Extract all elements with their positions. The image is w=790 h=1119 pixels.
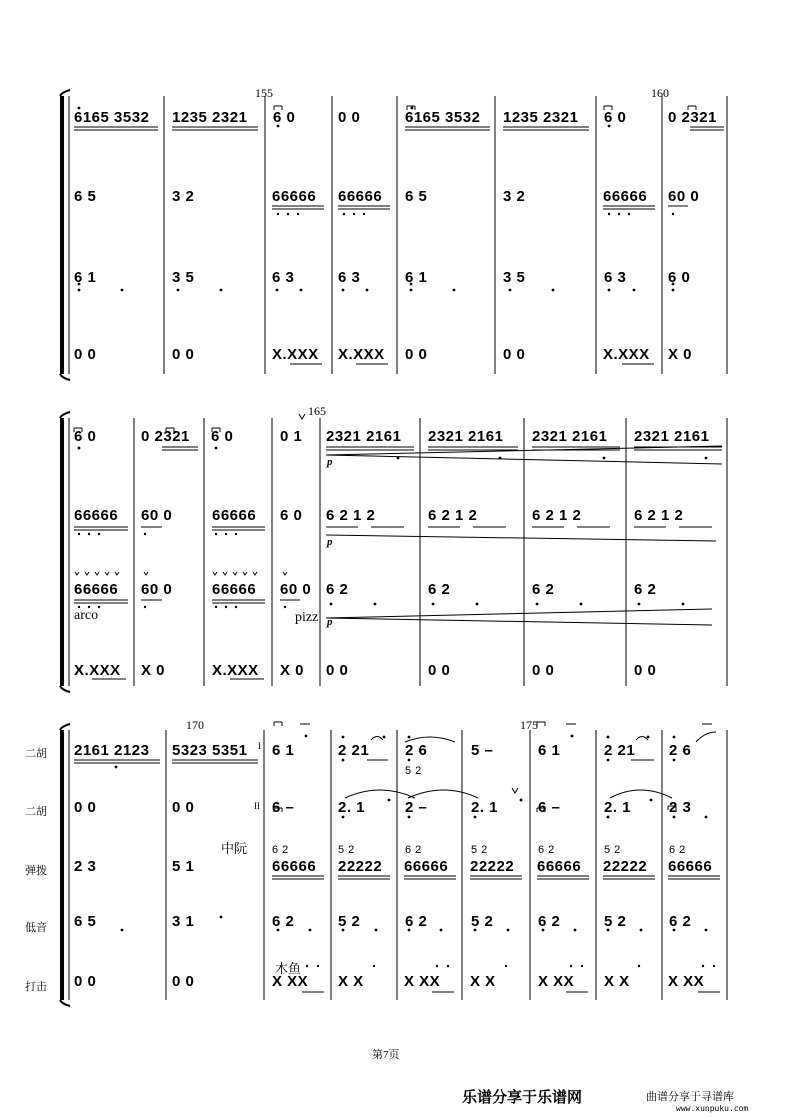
s1-r2-m3: 66666 (272, 188, 317, 205)
s1-r1-m1: 6165 3532 (74, 109, 150, 126)
s1-r3-m5: 6 1 (405, 269, 428, 286)
s2-r2-m2: 60 0 (141, 507, 173, 524)
s3-chord-top-2: 5 2 (338, 844, 355, 856)
s3-r2-m7: 6 – (538, 799, 561, 816)
roman-ii: II (254, 801, 260, 811)
s1-r2-m7: 66666 (603, 188, 648, 205)
s3-r3-m8: 22222 (603, 858, 648, 875)
s3-r1-m6: 5 – (471, 742, 494, 759)
s1-r4-m4: X.XXX (338, 346, 385, 363)
s1-r2-m1: 6 5 (74, 188, 97, 205)
s3-chord-top-1: 6 2 (272, 844, 289, 856)
s3-r2-m5: 2 – (405, 799, 428, 816)
s1-r2-m5: 6 5 (405, 188, 428, 205)
page-number: 第7页 (372, 1049, 400, 1061)
s1-r4-m2: 0 0 (172, 346, 195, 363)
s2-r2-m6: 6 2 1 2 (428, 507, 478, 524)
bar-number-160: 160 (651, 86, 669, 100)
s3-r3-m1: 2 3 (74, 858, 97, 875)
s3-chord-top-4: 5 2 (471, 844, 488, 856)
s2-r4-m3: X.XXX (212, 662, 259, 679)
dynamic-p-3: p (327, 616, 333, 628)
part-label-bass: 低音 (25, 922, 47, 934)
s1-r4-m1: 0 0 (74, 346, 97, 363)
s3-r5-m9: X XX (668, 973, 705, 990)
s2-r1-m4: 0 1 (280, 428, 303, 445)
s1-r4-m5: 0 0 (405, 346, 428, 363)
s1-r1-m3: 6 0 (273, 109, 296, 126)
s1-r2-m8: 60 0 (668, 188, 700, 205)
s3-r3-m2: 5 1 (172, 858, 195, 875)
s3-r2-m2: 0 0 (172, 799, 195, 816)
instrument-zhongruan: 中阮 (221, 841, 248, 856)
s1-r1-m7: 6 0 (604, 109, 627, 126)
s2-r4-m5: 0 0 (326, 662, 349, 679)
s1-r2-m2: 3 2 (172, 188, 195, 205)
s3-r3-m5: 66666 (404, 858, 449, 875)
s1-r4-m7: X.XXX (603, 346, 650, 363)
s3-r2-m1: 0 0 (74, 799, 97, 816)
s3-chord-top-3: 6 2 (405, 844, 422, 856)
s1-r3-m8: 6 0 (668, 269, 691, 286)
s3-r5-m5: X XX (404, 973, 441, 990)
s2-r3-m7: 6 2 (532, 581, 555, 598)
s3-r4-m5: 6 2 (405, 913, 428, 930)
s2-r1-m1: 6 0 (74, 428, 97, 445)
s3-r1-m2: 5323 5351 (172, 742, 248, 759)
s2-r3-m6: 6 2 (428, 581, 451, 598)
watermark-left: 乐谱分享于乐谱网 (462, 1088, 583, 1106)
s2-r1-m3: 6 0 (211, 428, 234, 445)
s3-r5-m6: X X (470, 973, 496, 990)
s3-r4-m6: 5 2 (471, 913, 494, 930)
s3-r3-m6: 22222 (470, 858, 515, 875)
s2-r4-m1: X.XXX (74, 662, 121, 679)
s1-r2-m4: 66666 (338, 188, 383, 205)
s3-r1-m9: 2 6 (669, 742, 692, 759)
s1-r1-m8: 0 2321 (668, 109, 717, 126)
s3-chord-top-6: 5 2 (604, 844, 621, 856)
s3-r1-m5: 2 6 (405, 742, 428, 759)
s3-r1-m7: 6 1 (538, 742, 561, 759)
s2-r4-m2: X 0 (141, 662, 166, 679)
s2-r2-m3: 66666 (212, 507, 257, 524)
s3-r4-m1: 6 5 (74, 913, 97, 930)
s2-r4-m4: X 0 (280, 662, 305, 679)
s3-r2-m9: 2 3 (669, 799, 692, 816)
s1-r3-m7: 6 3 (604, 269, 627, 286)
roman-i: I (258, 741, 261, 751)
s1-r3-m2: 3 5 (172, 269, 195, 286)
s1-r1-m5: 6165 3532 (405, 109, 481, 126)
s2-r2-m4: 6 0 (280, 507, 303, 524)
technique-arco: arco (74, 608, 99, 623)
s3-chord-top-8: 5 2 (405, 765, 422, 777)
technique-pizz: pizz (295, 610, 319, 625)
s2-r3-m2: 60 0 (141, 581, 173, 598)
s2-r2-m8: 6 2 1 2 (634, 507, 684, 524)
s1-r3-m6: 3 5 (503, 269, 526, 286)
s3-r4-m8: 5 2 (604, 913, 627, 930)
s3-r1-m3: 6 1 (272, 742, 295, 759)
s3-r3-m9: 66666 (668, 858, 713, 875)
s3-chord-top-7: 6 2 (669, 844, 686, 856)
s3-r2-m8: 2. 1 (604, 799, 632, 816)
s3-r3-m4: 22222 (338, 858, 383, 875)
s2-r2-m5: 6 2 1 2 (326, 507, 376, 524)
s3-r1-m4: 2 21 (338, 742, 370, 759)
s2-r3-m3: 66666 (212, 581, 257, 598)
s3-r4-m9: 6 2 (669, 913, 692, 930)
s3-r1-m1: 2161 2123 (74, 742, 150, 759)
s3-r5-m7: X XX (538, 973, 575, 990)
part-label-percussion: 打击 (25, 981, 47, 993)
s2-r3-m1: 66666 (74, 581, 119, 598)
s3-r4-m3: 6 2 (272, 913, 295, 930)
s3-r4-m2: 3 1 (172, 913, 195, 930)
s3-r2-m6: 2. 1 (471, 799, 499, 816)
s3-chord-top-5: 6 2 (538, 844, 555, 856)
s3-r2-m3: 6 – (272, 799, 295, 816)
s2-r3-m5: 6 2 (326, 581, 349, 598)
part-label-plucked: 弹拨 (25, 865, 47, 877)
s1-r3-m3: 6 3 (272, 269, 295, 286)
s1-r1-m2: 1235 2321 (172, 109, 248, 126)
bar-number-165: 165 (308, 404, 326, 418)
s3-r4-m7: 6 2 (538, 913, 561, 930)
s1-r1-m4: 0 0 (338, 109, 361, 126)
dynamic-p-1: p (327, 456, 333, 468)
bar-number-170: 170 (186, 718, 204, 732)
s3-r5-m3: X XX (272, 973, 309, 990)
s2-r4-m6: 0 0 (428, 662, 451, 679)
dynamic-p-2: p (327, 536, 333, 548)
s1-r4-m8: X 0 (668, 346, 693, 363)
s1-r4-m3: X.XXX (272, 346, 319, 363)
watermark-url: www.xunpuku.com (676, 1104, 749, 1113)
s3-r5-m8: X X (604, 973, 630, 990)
s2-r4-m7: 0 0 (532, 662, 555, 679)
s3-r5-m4: X X (338, 973, 364, 990)
s2-r1-m2: 0 2321 (141, 428, 190, 445)
s2-r3-m8: 6 2 (634, 581, 657, 598)
s1-r3-m1: 6 1 (74, 269, 97, 286)
s2-r2-m1: 66666 (74, 507, 119, 524)
s2-r2-m7: 6 2 1 2 (532, 507, 582, 524)
part-label-erhu-2: 二胡 (25, 806, 47, 818)
s3-r2-m4: 2. 1 (338, 799, 366, 816)
s3-r4-m4: 5 2 (338, 913, 361, 930)
s1-r1-m6: 1235 2321 (503, 109, 579, 126)
s2-r1-m8: 2321 2161 (634, 428, 710, 445)
s3-r5-m1: 0 0 (74, 973, 97, 990)
bar-number-175: 175 (520, 718, 538, 732)
s1-r4-m6: 0 0 (503, 346, 526, 363)
s2-r4-m8: 0 0 (634, 662, 657, 679)
s3-r1-m8: 2 21 (604, 742, 636, 759)
s3-r5-m2: 0 0 (172, 973, 195, 990)
s1-r2-m6: 3 2 (503, 188, 526, 205)
s2-r1-m5: 2321 2161 (326, 428, 402, 445)
s2-r1-m7: 2321 2161 (532, 428, 608, 445)
instrument-muyu: 木鱼 (275, 961, 302, 976)
part-label-erhu-1: 二胡 (25, 748, 47, 760)
s3-r3-m7: 66666 (537, 858, 582, 875)
bar-number-155: 155 (255, 86, 273, 100)
s1-r3-m4: 6 3 (338, 269, 361, 286)
s2-r3-m4: 60 0 (280, 581, 312, 598)
s3-r3-m3: 66666 (272, 858, 317, 875)
watermark-right: 曲谱分享于寻谱库 (646, 1090, 734, 1103)
s2-r1-m6: 2321 2161 (428, 428, 504, 445)
